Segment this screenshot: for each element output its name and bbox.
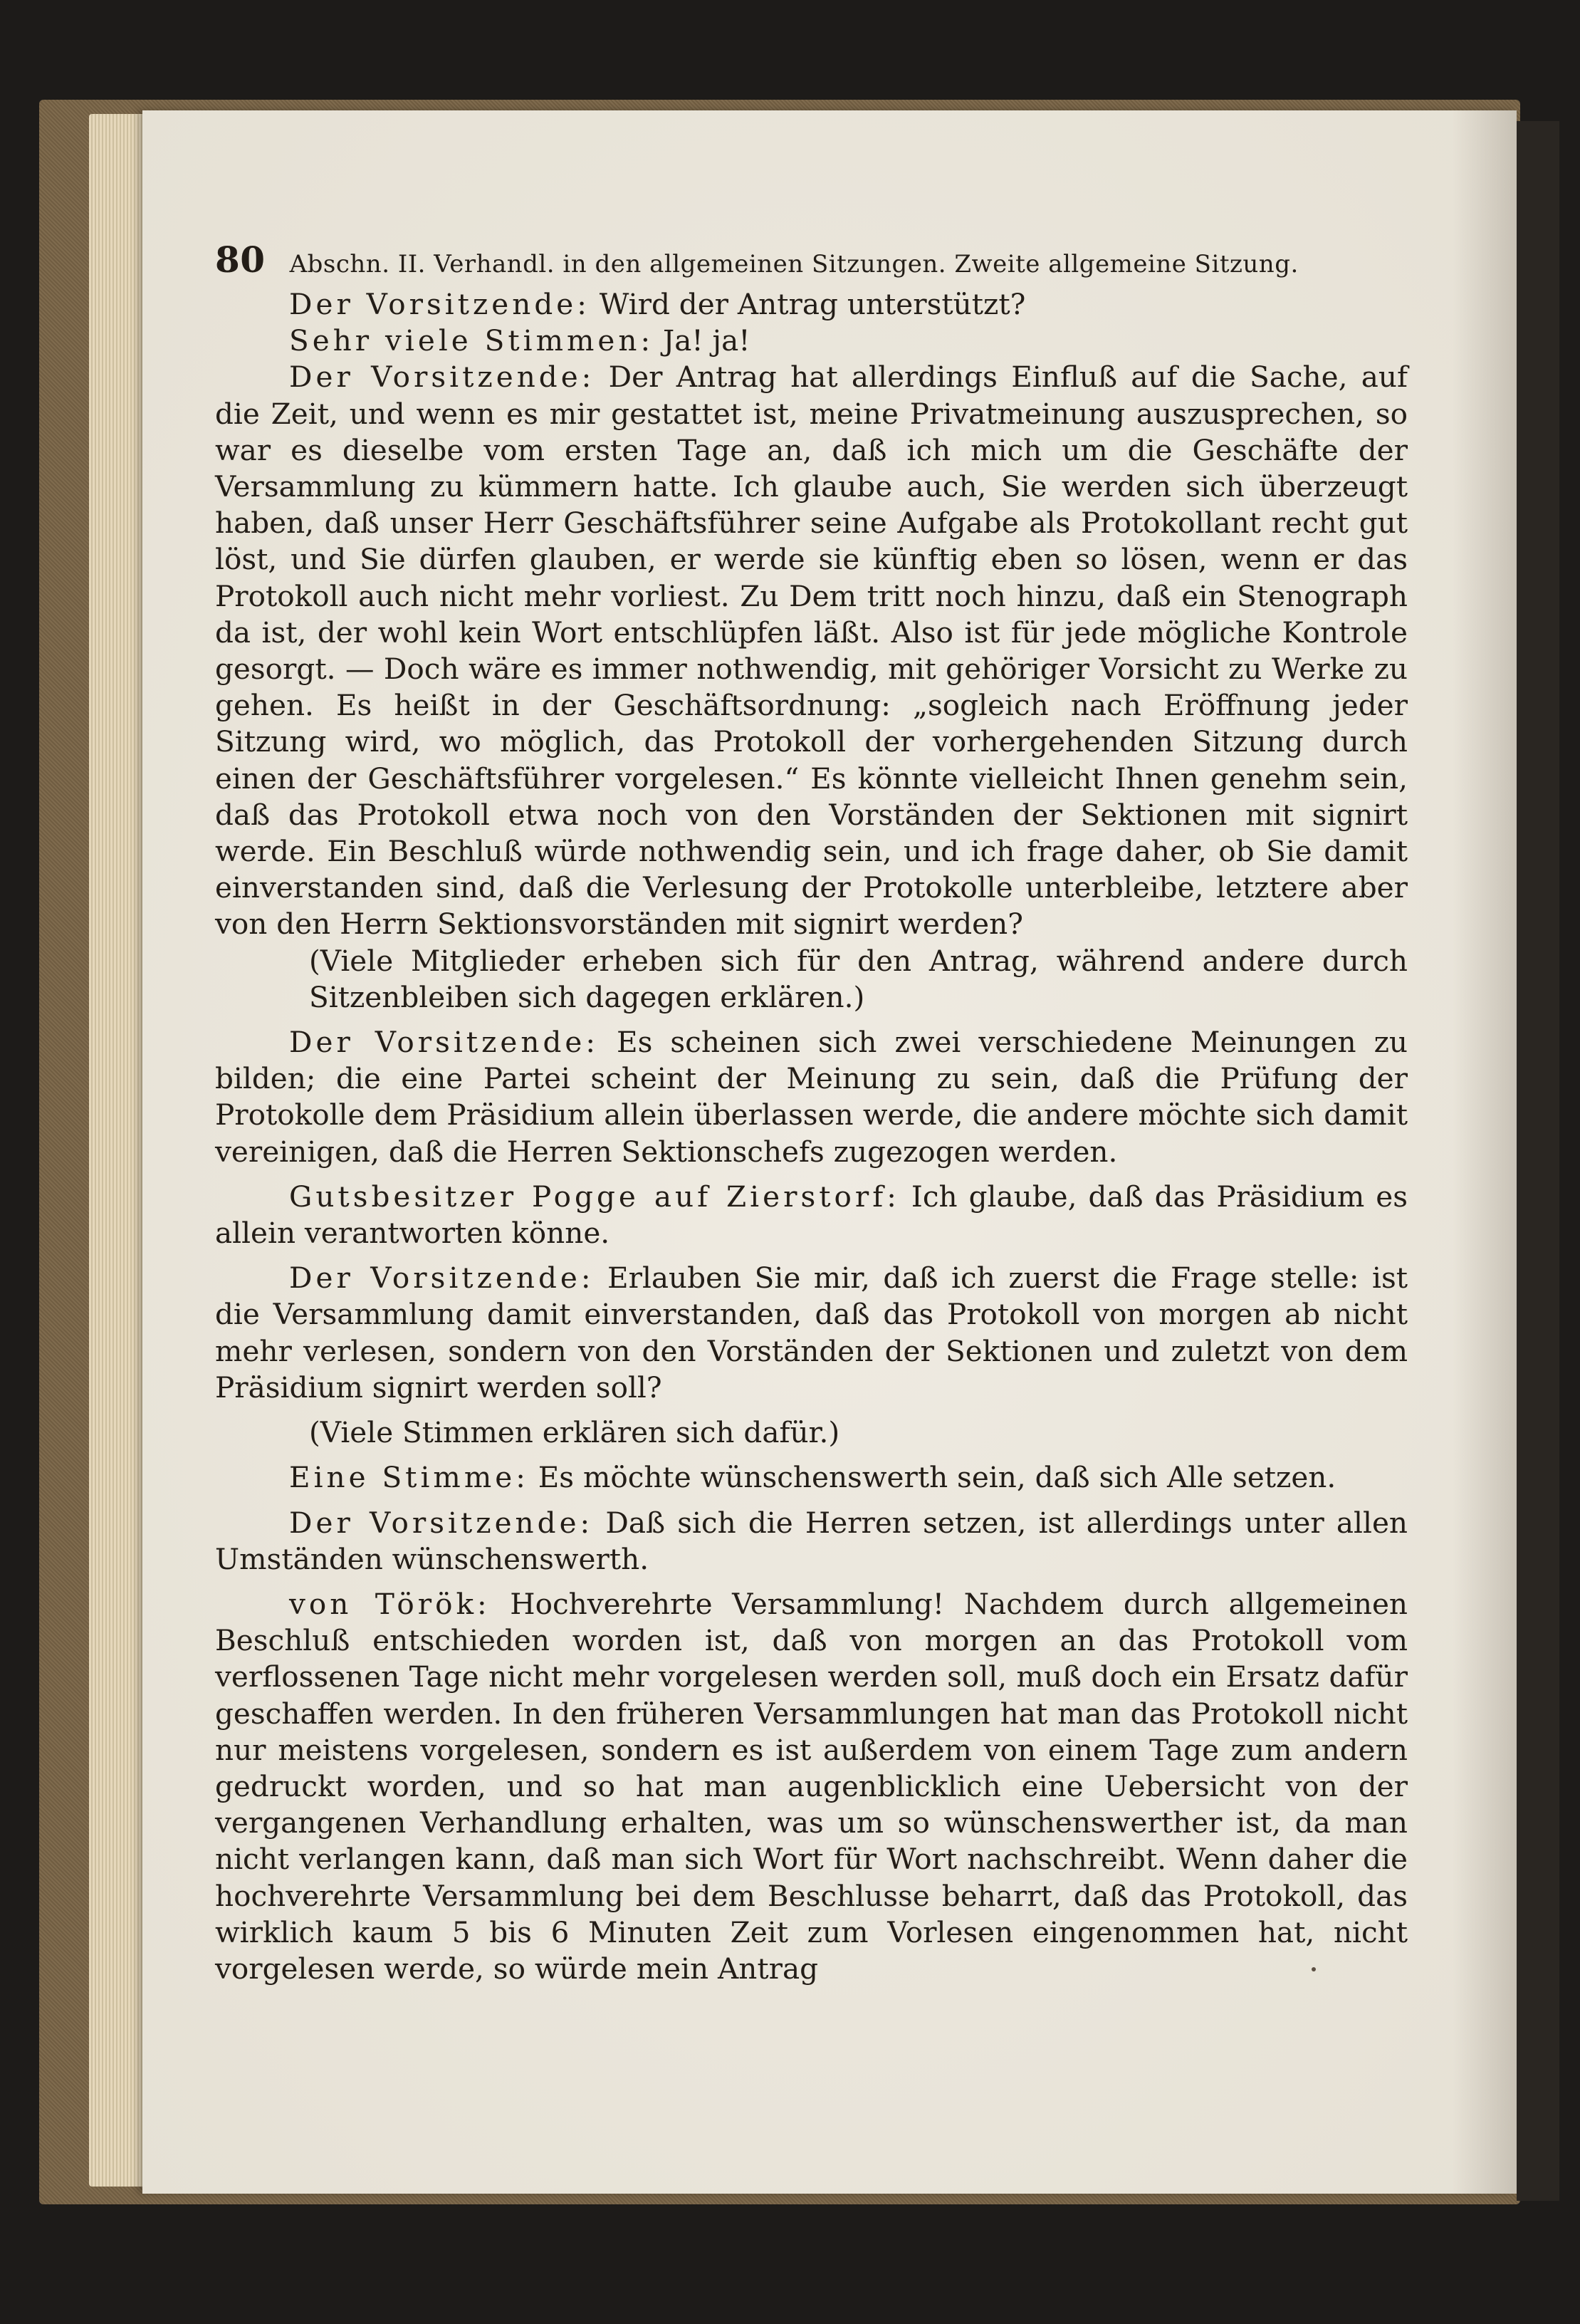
paragraph [215,1260,1408,1406]
paragraph [215,1024,1408,1170]
speaker: Der Vorsitzende: [289,287,590,321]
speech: Es möchte wünschenswerth sein, daß sich Alle setzen. [538,1460,1336,1495]
paragraph [215,359,1408,942]
paragraph [215,1586,1408,1987]
paragraph [215,1505,1408,1578]
speaker: Der Vorsitzende: [289,1261,595,1296]
speaker: Der Vorsitzende: [289,1505,594,1540]
speaker: Sehr viele Stimmen: [289,323,654,358]
page-header [215,239,1408,281]
paragraph [215,1179,1408,1251]
body-text [215,286,1408,1987]
speech: Hochverehrte Versammlung! Nachdem durch allgemeinen Beschluß entschieden worden ist, daß von morgen an das Protokoll vom verflossenen Tage nicht mehr vorgelesen werden soll, muß doch ein Ersatz dafür geschaffen werden. In den früheren Versammlungen hat man das Protokoll nicht nur meistens vorgelesen, sondern es ist außerdem von einem Tage zum andern gedruckt worden, und so hat man augenblicklich eine Uebersicht von der vergangenen Verhandlung erhalten, was um so wünschenswerther ist, da man nicht verlangen kann, daß man sich Wort für Wort nachschreibt. Wenn daher die hochverehrte Versammlung bei dem Beschlusse beharrt, daß das Protokoll, das wirklich kaum 5 bis 6 Minuten Zeit zum Vorlesen eingenommen hat, nicht vorgelesen werde, so würde mein Antrag [215,1586,1408,1986]
speech: Erlauben Sie mir, daß ich zuerst die Frage stelle: ist die Versammlung damit einverstanden, daß das Protokoll von morgen ab nicht mehr verlesen, sondern von den Vorständen der Sektionen und zuletzt von dem Präsidium signirt werden soll? [215,1261,1408,1405]
paragraph [215,323,1408,359]
speech: Ja! ja! [662,323,750,358]
page-content [215,239,1408,1987]
speech: Daß sich die Herren setzen, ist allerdings unter allen Umständen wünschenswerth. [215,1505,1408,1576]
speech: Der Antrag hat allerdings Einfluß auf die Sache, auf die Zeit, und wenn es mir gestattet ist, meine Privatmeinung auszusprechen, so war es dieselbe vom ersten Tage an, daß ich mich um die Geschäfte der Versammlung zu kümmern hatte. Ich glaube auch, Sie werden sich überzeugt haben, daß unser Herr Geschäftsführer seine Aufgabe als Protokollant recht gut löst, und Sie dürfen glauben, er werde sie künftig eben so lösen, wenn er das Protokoll auch nicht mehr vorliest. Zu Dem tritt noch hinzu, daß ein Stenograph da ist, der wohl kein Wort entschlüpfen läßt. Also ist für jede mögliche Kontrole gesorgt. — Doch wäre es immer nothwendig, mit gehöriger Vorsicht zu Werke zu gehen. Es heißt in der Geschäftsordnung: „sogleich nach Eröffnung jeder Sitzung wird, wo möglich, das Protokoll der vorhergehenden Sitzung durch einen der Geschäftsführer vorgelesen.“ Es könnte vielleicht Ihnen genehm sein, daß das Protokoll etwa noch von den Vorständen der Sektionen mit signirt werde. Ein Beschluß würde nothwendig sein, und ich frage daher, ob Sie damit einverstanden sind, daß die Verlesung der Protokolle unterbleibe, letztere aber von den Herrn Sektionsvorständen mit signirt werden? [215,360,1408,942]
gutter-shadow [1453,110,1517,2194]
speaker: Gutsbesitzer Pogge auf Zierstorf: [289,1179,900,1214]
speech: Wird der Antrag unterstützt? [599,287,1026,321]
stage-direction: (Viele Stimmen erklären sich dafür.) [309,1415,840,1450]
ink-speck [1312,1967,1316,1971]
speech: Ich glaube, daß das Präsidium es allein verantworten könne. [215,1179,1408,1251]
speech: Es scheinen sich zwei verschiedene Meinungen zu bilden; die eine Partei scheint der Meinung zu sein, daß die Prüfung der Protokolle dem Präsidium allein überlassen werde, die andere möchte sich damit vereinigen, daß die Herren Sektionschefs zugezogen werden. [215,1025,1408,1169]
stage-direction: (Viele Mitglieder erheben sich für den Antrag, während andere durch Sitzenbleiben sich dagegen erklären.) [309,943,1408,1014]
facing-page-edge [1517,121,1559,2201]
speaker: Eine Stimme: [289,1460,529,1495]
page-number: 80 [215,239,266,281]
paragraph [215,1459,1408,1496]
speaker: Der Vorsitzende: [289,360,595,395]
speaker: Der Vorsitzende: [289,1025,600,1060]
running-head: Abschn. II. Verhandl. in den allgemeinen Sitzungen. Zweite allgemeine Sitzung. [289,250,1299,278]
paragraph [215,286,1408,323]
speaker: von Török: [289,1586,491,1621]
